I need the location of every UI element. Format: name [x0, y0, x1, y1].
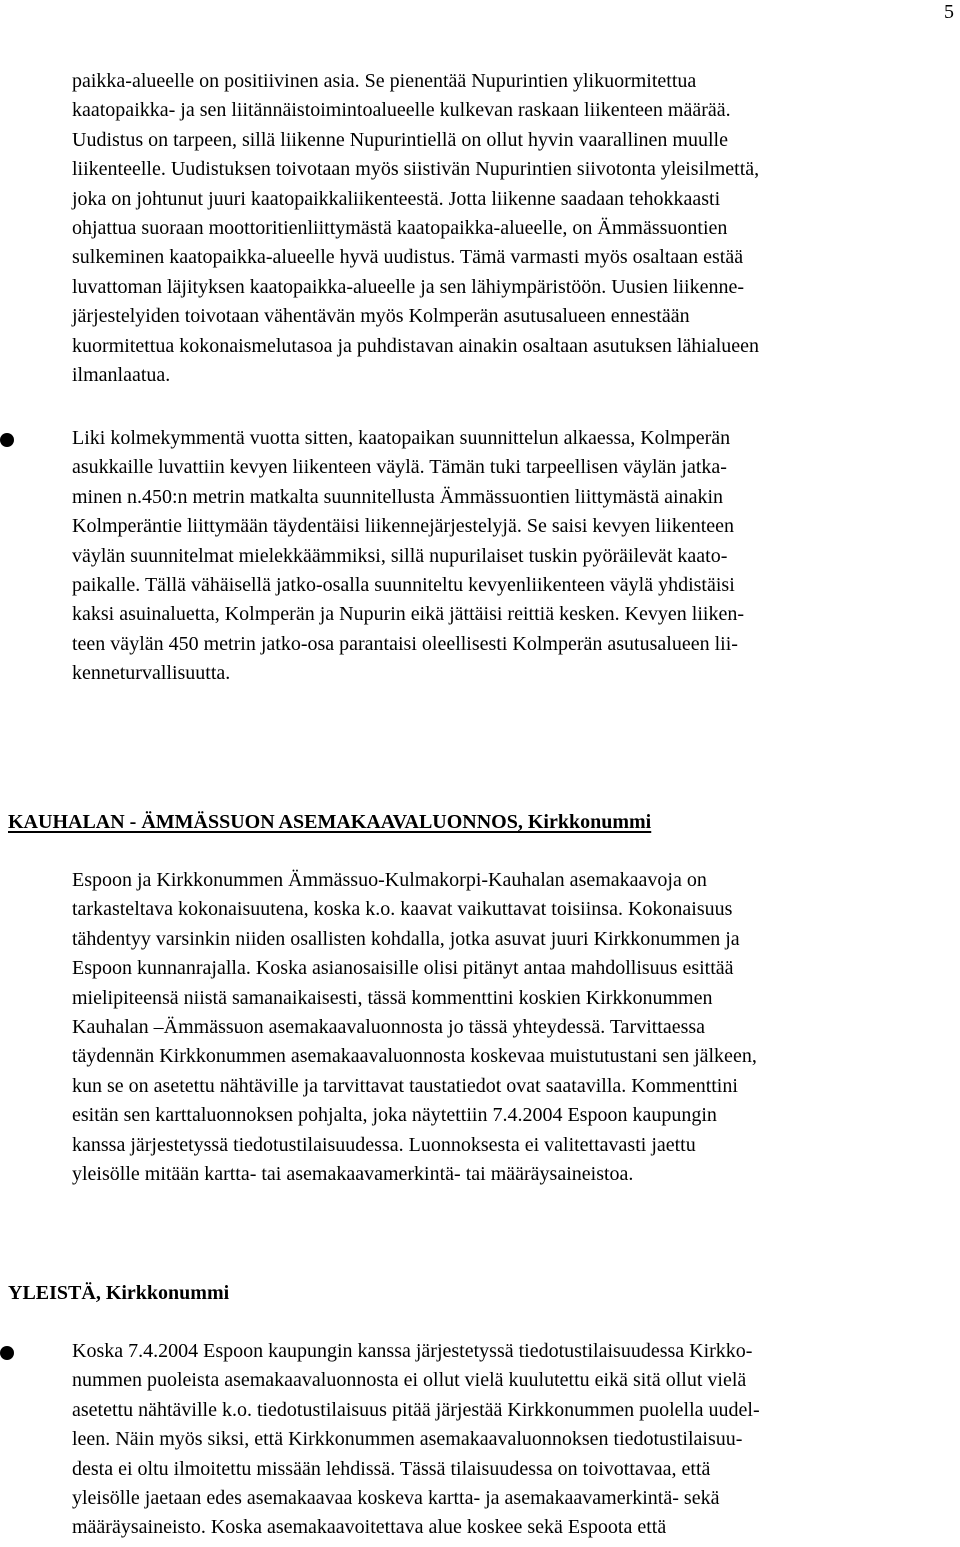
text-line: Uudistus on tarpeen, sillä liikenne Nupurintiellä on ollut hyvin vaarallinen muulle [72, 128, 728, 151]
paragraph-traffic-changes [72, 67, 956, 390]
text-line: kenneturvallisuutta. [72, 662, 231, 685]
text-line: asetettu nähtäville k.o. tiedotustilaisuus pitää järjestää Kirkkonummen puolella uudel- [72, 1398, 760, 1421]
text-line: paikka-alueelle on positiivinen asia. Se pienentää Nupurintien ylikuormitettua [72, 70, 697, 92]
paragraph-kauhala-plan [72, 866, 956, 1189]
bullet-icon [0, 1346, 14, 1360]
text-line: minen n.450:n metrin matkalta suunnitellusta Ämmässuontien liittymästä ainakin [72, 485, 724, 508]
text-line: Espoon ja Kirkkonummen Ämmässuo-Kulmakorpi-Kauhalan asemakaavoja on [72, 869, 707, 891]
text-line: esitän sen karttaluonnoksen pohjalta, joka näytettiin 7.4.2004 Espoon kaupungin [72, 1104, 717, 1127]
text-line: Liki kolmekymmentä vuotta sitten, kaatopaikan suunnittelun alkaessa, Kolmperän [72, 427, 731, 449]
text-line: tähdentyy varsinkin niiden osallisten kohdalla, jotka asuvat juuri Kirkkonummen ja [72, 927, 740, 950]
text-line: kuormitettua kokonaismelutasoa ja puhdistavan ainakin osaltaan asutuksen lähialueen [72, 334, 760, 357]
text-line: kun se on asetettu nähtäville ja tarvittavat taustatiedot ovat saatavilla. Kommenttini [72, 1074, 738, 1097]
text-line: ilmanlaatua. [72, 363, 171, 386]
text-line: yleisölle jaetaan edes asemakaavaa koskeva kartta- ja asemakaavamerkintä- sekä [72, 1486, 720, 1509]
text-line: täydennän Kirkkonummen asemakaavaluonnosta koskevaa muistutustani sen jälkeen, [72, 1045, 757, 1068]
text-line: luvattoman läjityksen kaatopaikka-alueelle ja sen lähiympäristöön. Uusien liikenne- [72, 275, 745, 298]
text-line: Kauhalan –Ämmässuon asemakaavaluonnosta jo tässä yhteydessä. Tarvittaessa [72, 1015, 706, 1038]
text-line: mielipiteensä niistä samanaikaisesti, tässä kommenttini koskien Kirkkonummen [72, 986, 713, 1009]
bullet-light-traffic-route [72, 424, 956, 689]
text-line: teen väylän 450 metrin jatko-osa parantaisi oleellisesti Kolmperän asutusalueen lii- [72, 632, 738, 655]
text-line: nummen puoleista asemakaavaluonnosta ei ollut vielä kuulutettu eikä sitä ollut vielä [72, 1369, 747, 1392]
text-line: liikenteelle. Uudistuksen toivotaan myös siistivän Nupurintien siivotonta yleisilmettä, [72, 158, 760, 181]
page-number: 5 [944, 1, 954, 23]
text-line: väylän suunnitelmat mielekkäämmiksi, sillä nupurilaiset tuskin pyöräilevät kaato- [72, 544, 728, 567]
text-line: Kolmperäntie liittymään täydentäisi liikennejärjestelyjä. Se saisi kevyen liikenteen [72, 515, 735, 538]
text-line: joka on johtunut juuri kaatopaikkaliikenteestä. Jotta liikenne saadaan tehokkaasti [72, 187, 721, 210]
text-line: kanssa järjestetyssä tiedotustilaisuudessa. Luonnoksesta ei valitettavasti jaettu [72, 1133, 696, 1156]
text-line: leen. Näin myös siksi, että Kirkkonummen asemakaavaluonnoksen tiedotustilaisuu- [72, 1428, 743, 1451]
text-line: kaatopaikka- ja sen liitännäistoimintoalueelle kulkevan raskaan liikenteen määrää. [72, 99, 731, 122]
bullet-icon [0, 433, 14, 447]
text-line: Koska 7.4.2004 Espoon kaupungin kanssa järjestetyssä tiedotustilaisuudessa Kirkko- [72, 1340, 753, 1362]
section-heading-kauhala: KAUHALAN - ÄMMÄSSUON ASEMAKAAVALUONNOS, Kirkkonummi [8, 811, 652, 833]
text-line: asukkaille luvattiin kevyen liikenteen väylä. Tämän tuki tarpeellisen väylän jatka- [72, 456, 727, 479]
text-line: kaksi asuinaluetta, Kolmperän ja Nupurin eikä jättäisi reittiä kesken. Kevyen liiken- [72, 603, 745, 626]
text-line: desta ei oltu ilmoitettu missään lehdissä. Tässä tilaisuudessa on toivottavaa, että [72, 1457, 711, 1480]
text-line: paikalle. Tällä vähäisellä jatko-osalla suunniteltu kevyenliikenteen väylä yhdistäisi [72, 573, 735, 596]
text-line: tarkasteltava kokonaisuutena, koska k.o. kaavat vaikuttavat toisiinsa. Kokonaisuus [72, 898, 733, 921]
text-line: järjestelyiden toivotaan vähentävän myös Kolmperän asutusalueen ennestään [72, 305, 690, 328]
text-line: yleisölle mitään kartta- tai asemakaavamerkintä- tai määräysaineistoa. [72, 1162, 634, 1185]
bullet-info-session [72, 1337, 956, 1543]
text-line: Espoon kunnanrajalla. Koska asianosaisille olisi pitänyt antaa mahdollisuus esittää [72, 957, 734, 980]
text-line: sulkeminen kaatopaikka-alueelle hyvä uudistus. Tämä varmasti myös osaltaan estää [72, 246, 744, 269]
text-line: määräysaineisto. Koska asemakaavoitettava alue koskee sekä Espoota että [72, 1516, 667, 1539]
section-heading-general: YLEISTÄ, Kirkkonummi [8, 1282, 230, 1304]
text-line: ohjattua suoraan moottoritienliittymästä kaatopaikka-alueelle, on Ämmässuontien [72, 216, 728, 239]
